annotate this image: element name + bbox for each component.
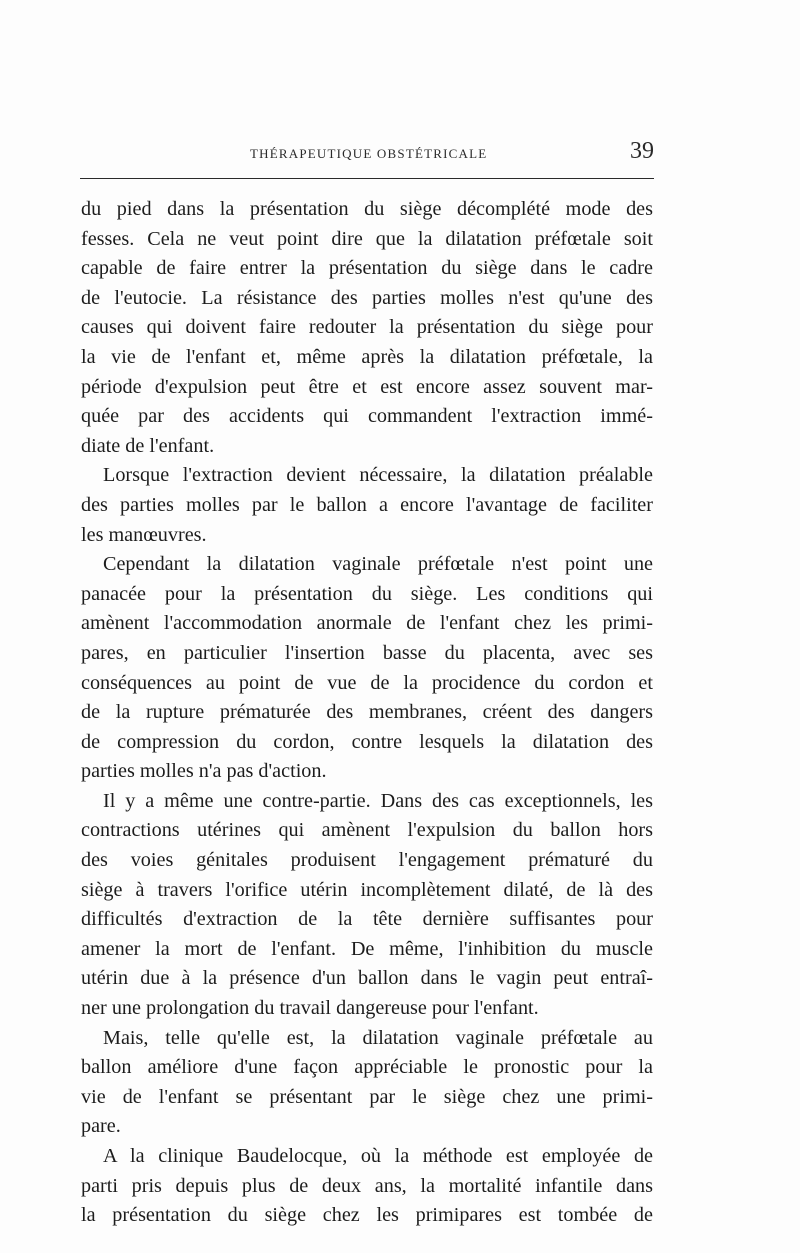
text-line: capable de faire entrer la présentation du siège dans le cadre bbox=[81, 257, 653, 280]
text-line: les manœuvres. bbox=[81, 523, 207, 546]
text-line: panacée pour la présentation du siège. Les conditions qui bbox=[81, 582, 653, 605]
header-rule bbox=[80, 178, 654, 179]
text-line: causes qui doivent faire redouter la présentation du siège pour bbox=[81, 316, 653, 339]
page-number: 39 bbox=[630, 138, 654, 164]
text-line: quée par des accidents qui commandent l'extraction immé- bbox=[81, 405, 653, 428]
text-line: amener la mort de l'enfant. De même, l'inhibition du muscle bbox=[81, 937, 653, 960]
text-line: la vie de l'enfant et, même après la dilatation préfœtale, la bbox=[81, 345, 653, 368]
text-line: parties molles n'a pas d'action. bbox=[81, 760, 327, 783]
text-line: Lorsque l'extraction devient nécessaire, la dilatation préalable bbox=[103, 464, 653, 487]
running-title: THÉRAPEUTIQUE OBSTÉTRICALE bbox=[250, 146, 488, 161]
text-line: A la clinique Baudelocque, où la méthode est employée de bbox=[103, 1145, 653, 1167]
text-line: de compression du cordon, contre lesquels la dilatation des bbox=[81, 730, 653, 753]
text-line: de l'eutocie. La résistance des parties molles n'est qu'une des bbox=[81, 286, 653, 309]
text-line: Mais, telle qu'elle est, la dilatation vaginale préfœtale au bbox=[103, 1026, 653, 1049]
text-line: siège à travers l'orifice utérin incomplètement dilaté, de là des bbox=[81, 878, 653, 901]
body-text bbox=[81, 195, 653, 1231]
text-line: difficultés d'extraction de la tête dernière suffisantes pour bbox=[81, 908, 653, 931]
text-line: conséquences au point de vue de la procidence du cordon et bbox=[81, 671, 653, 694]
text-line: du pied dans la présentation du siège décomplété mode des bbox=[81, 198, 653, 220]
text-line: la présentation du siège chez les primipares est tombée de bbox=[81, 1204, 653, 1227]
text-line: parti pris depuis plus de deux ans, la mortalité infantile dans bbox=[81, 1174, 653, 1197]
text-line: période d'expulsion peut être et est encore assez souvent mar- bbox=[81, 375, 653, 398]
text-line: Il y a même une contre-partie. Dans des cas exceptionnels, les bbox=[103, 789, 653, 812]
text-line: utérin due à la présence d'un ballon dans le vagin peut entraî- bbox=[81, 967, 653, 990]
text-line: pare. bbox=[81, 1115, 121, 1138]
text-line: des voies génitales produisent l'engagement prématuré du bbox=[81, 849, 653, 872]
text-line: contractions utérines qui amènent l'expulsion du ballon hors bbox=[81, 819, 653, 842]
text-line: diate de l'enfant. bbox=[81, 434, 215, 457]
page-header bbox=[80, 138, 654, 168]
text-line: fesses. Cela ne veut point dire que la dilatation préfœtale soit bbox=[81, 227, 653, 250]
text-line: vie de l'enfant se présentant par le siège chez une primi- bbox=[81, 1085, 653, 1108]
text-line: pares, en particulier l'insertion basse du placenta, avec ses bbox=[81, 641, 653, 664]
text-line: ner une prolongation du travail dangereuse pour l'enfant. bbox=[81, 997, 539, 1020]
text-line: de la rupture prématurée des membranes, créent des dangers bbox=[81, 701, 653, 724]
text-line: Cependant la dilatation vaginale préfœtale n'est point une bbox=[103, 553, 653, 576]
text-line: ballon améliore d'une façon appréciable le pronostic pour la bbox=[81, 1056, 653, 1079]
text-line: amènent l'accommodation anormale de l'enfant chez les primi- bbox=[81, 612, 653, 635]
text-line: des parties molles par le ballon a encore l'avantage de faciliter bbox=[81, 493, 653, 516]
